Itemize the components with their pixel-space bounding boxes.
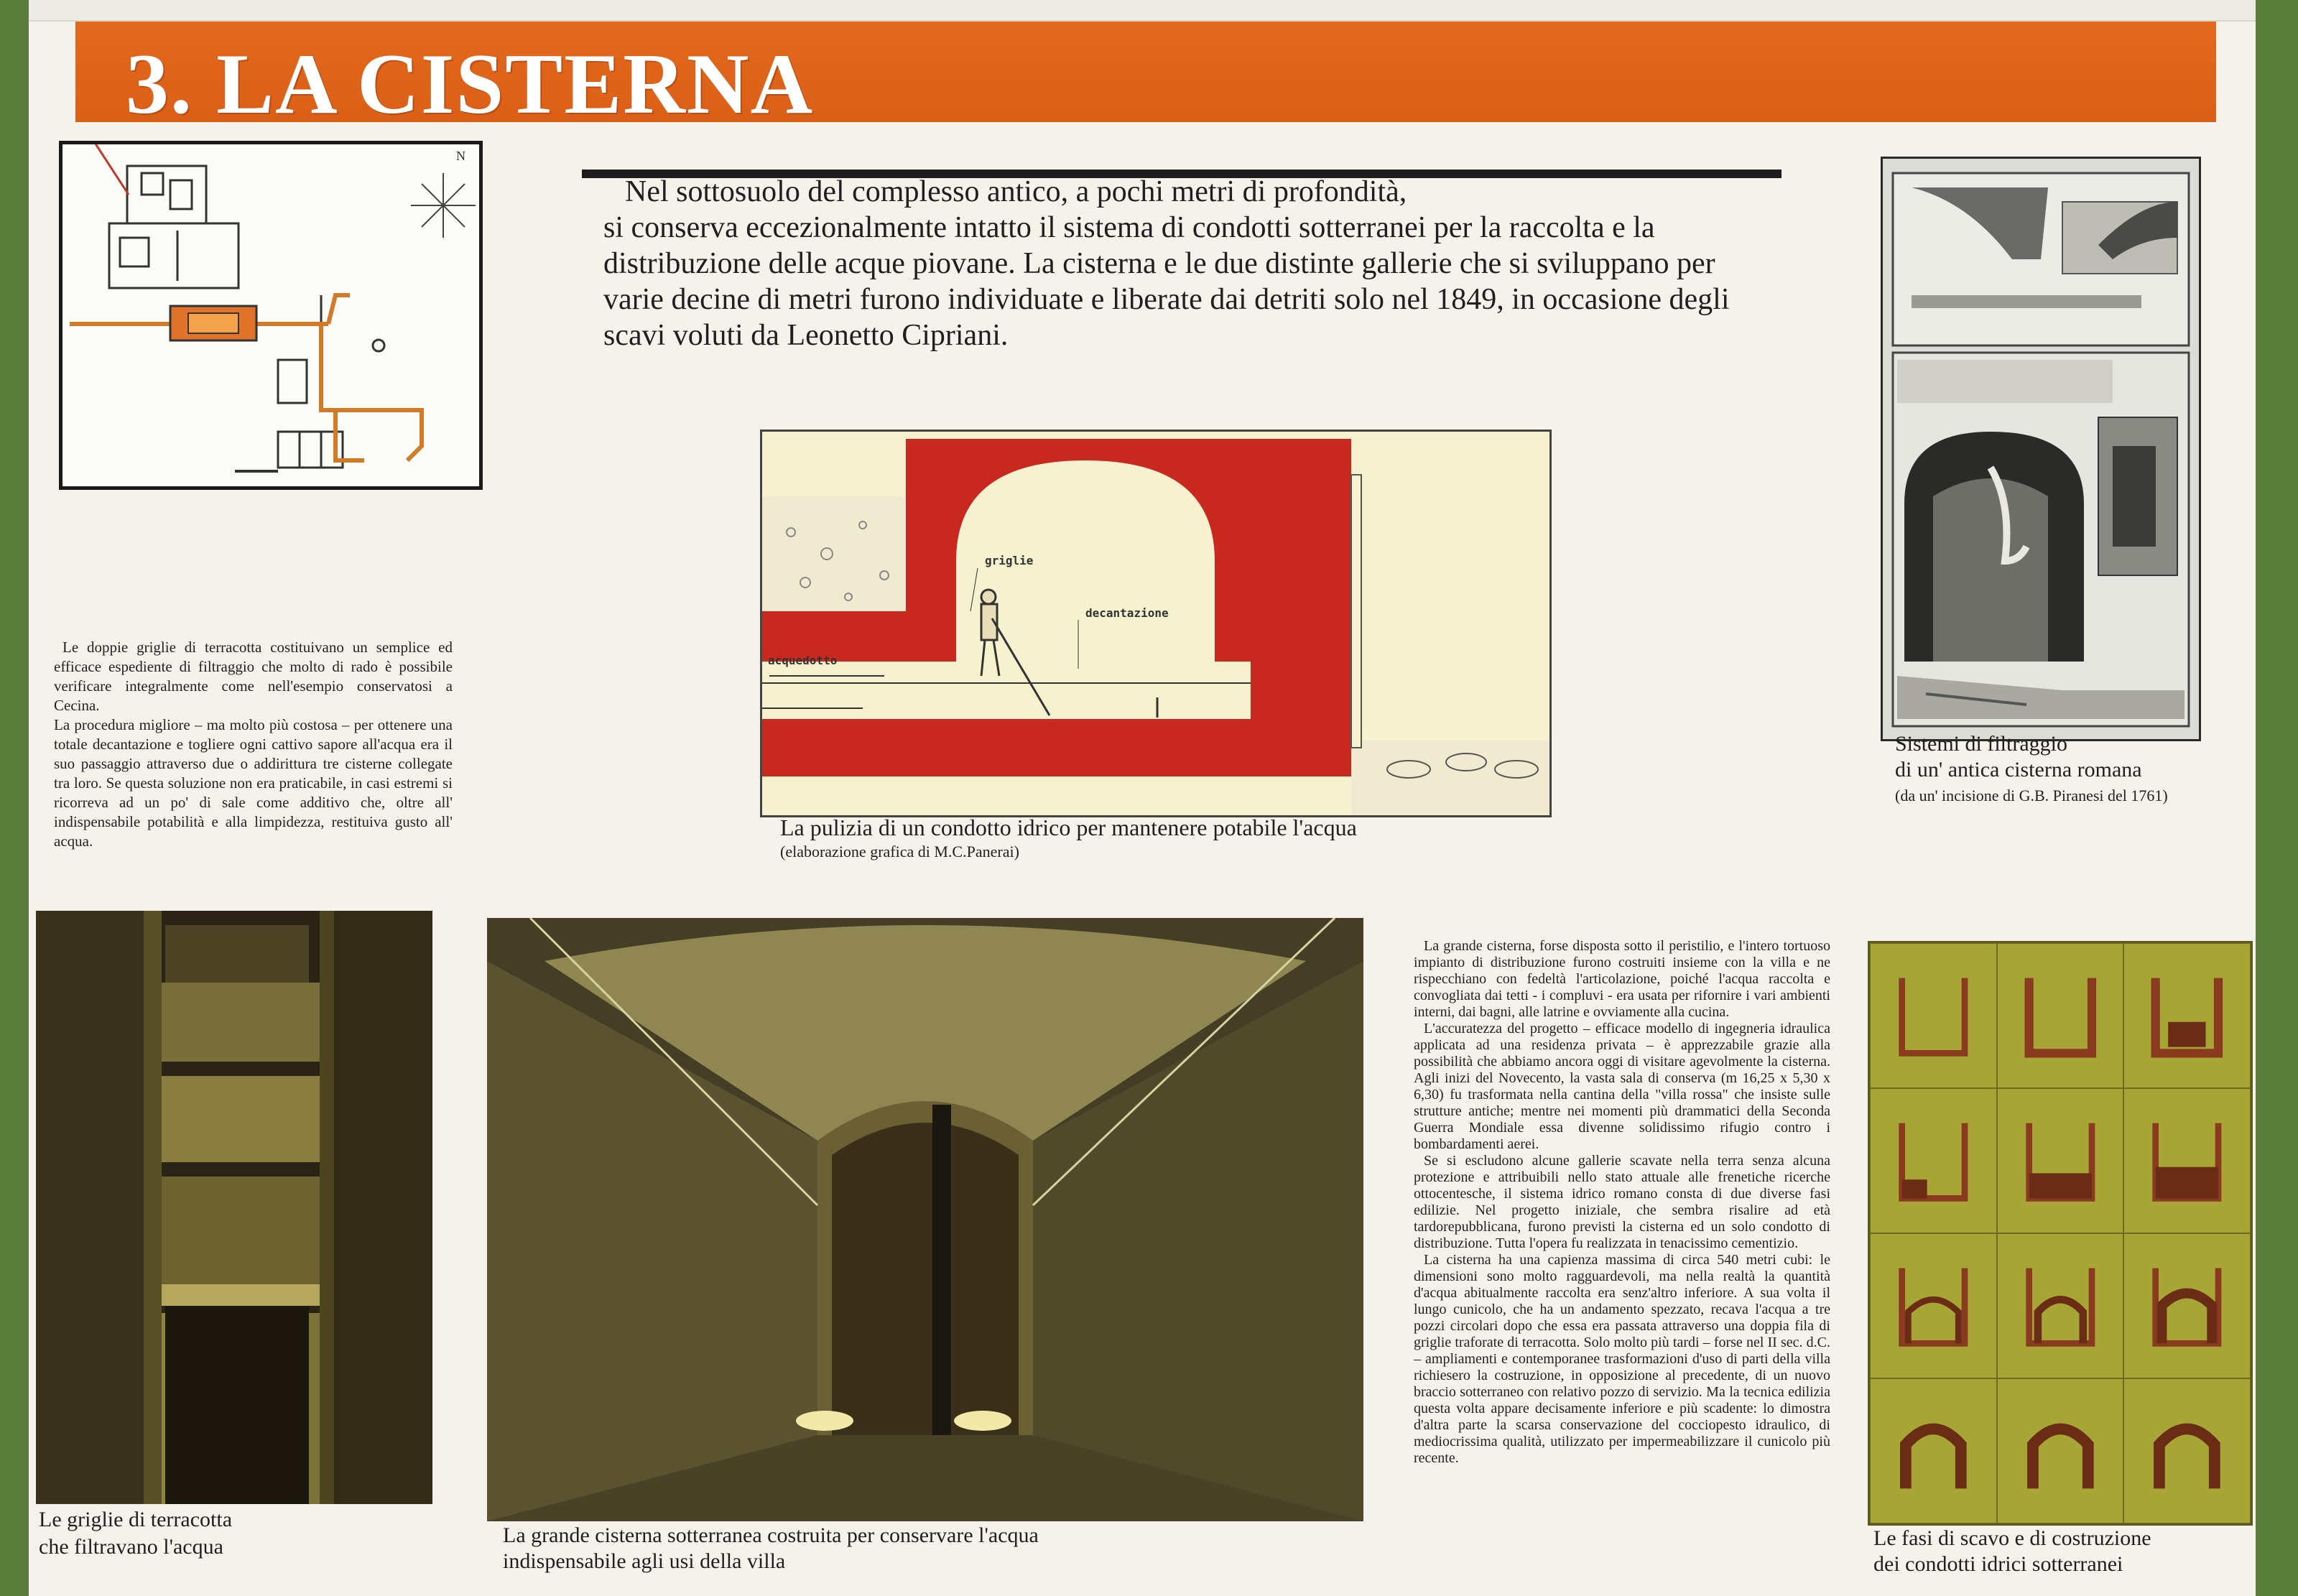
phase-cell [1870,1088,1997,1233]
piranesi-caption-2: di un' antica cisterna romana [1895,758,2142,781]
site-plan-drawing [62,144,479,486]
cistern-history-text [1414,938,1830,1467]
grille-photo-drawing [36,911,432,1504]
page-title: 3. LA CISTERNA [126,36,815,131]
phase-cell [1870,1378,1997,1523]
intro-line: si conserva eccezionalmente intatto il sistema di condotti sotterranei per la raccolta e la [603,211,1655,244]
history-paragraph: La cisterna ha una capienza massima di circa 540 metri cubi: le dimensioni sono molto ragguardevoli, ma nella realtà la quantità d'acqua abitualmente raccolta era senz'altro inferiore. A sua volta il lungo cunicolo, che ha un andamento spezzato, recava l'acqua a tre pozzi circolari dopo che essa era passata attraverso una doppia fila di griglie traforate di terracotta. Solo molto più tardi – forse nel II sec. d.C. – ampliamenti e contemporanee trasformazioni d'uso di parti della villa richiesero la costruzione, in opposizione al precedente, di un nuovo braccio sotterraneo con relativo pozzo di servizio. Ma la tecnica edilizia questa volta appare decisamente inferiore e più scadente: lo dimostra d'altra parte la scarsa conservazione del cocciopesto idraulico, di mediocrissima qualità, utilizzato per impermeabilizzare il cunicolo più recente. [1414,1252,1830,1466]
cistern-photo [487,918,1363,1521]
construction-phases-illustration [1868,941,2253,1526]
diagram-credit: (elaborazione grafica di M.C.Panerai) [780,843,1019,860]
phase-cell [1997,943,2124,1088]
label-decantazione: decantazione [1085,606,1169,620]
piranesi-engraving [1881,157,2201,741]
north-label: N [456,149,465,163]
history-paragraph: Se si escludono alcune gallerie scavate nella terra senza alcuna protezione e attribuibili nello stato attuale alle frenetiche ricerche ottocentesche, il sistema idrico romano consta di due diverse fasi edilizie. Nel progetto iniziale, che sembra risalire ad età tardorepubblicana, furono previsti la cisterna ed un solo condotto di distribuzione. Tutta l'opera fu realizzata in tenacissimo cementizio. [1414,1153,1830,1251]
side-paragraph: Le doppie griglie di terracotta costituivano un semplice ed efficace espediente di filtraggio che molto di rado è possibile verificare integralmente come nell'esempio conservatosi a Cecina. [54,639,453,714]
intro-line: varie decine di metri furono individuate e liberate dai detriti solo nel 1849, in occasione degli [603,283,1730,316]
title-bar [75,22,2216,131]
site-plan-map [59,141,483,490]
cistern-photo-drawing [487,918,1363,1521]
diagram-caption: La pulizia di un condotto idrico per mantenere potabile l'acqua [780,815,1357,840]
piranesi-caption-1: Sistemi di filtraggio [1895,732,2067,756]
cistern-cross-section-diagram [760,430,1552,817]
cross-section-drawing [762,432,1549,815]
grille-caption-1: Le griglie di terracotta [39,1508,233,1531]
intro-line: Nel sottosuolo del complesso antico, a pochi metri di profondità, [625,175,1407,208]
phase-cell [2123,943,2251,1088]
engraving-drawing [1883,159,2199,739]
phase-cell [1997,1233,2124,1378]
information-board [29,0,2256,1596]
phases-caption-1: Le fasi di scavo e di costruzione [1873,1526,2151,1550]
grille-caption-2: che filtravano l'acqua [39,1535,223,1559]
phase-cell [1997,1378,2124,1523]
phase-cell [1870,1233,1997,1378]
phases-caption-2: dei condotti idrici sotterranei [1873,1552,2123,1576]
filter-grilles-text [54,638,453,851]
phase-cell [2123,1088,2251,1233]
side-paragraph: La procedura migliore – ma molto più costosa – per ottenere una totale decantazione e togliere ogni cattivo sapore all'acqua era il suo passaggio attraverso due o addirittura tre cisterne collegate tra loro. Se questa soluzione non era praticabile, in casi estremi si ricorreva ad un po' di sale come additivo che, oltre all' indispensabile potabilità e alla limpidezza, restituiva gusto all' acqua. [54,716,453,850]
intro-line: distribuzione delle acque piovane. La cisterna e le due distinte gallerie che si sviluppano per [603,247,1715,280]
phase-cell [2123,1378,2251,1523]
cistern-caption-2: indispensabile agli usi della villa [503,1549,786,1573]
phase-cell [2123,1233,2251,1378]
cistern-caption-1: La grande cisterna sotterranea costruita per conservare l'acqua [503,1523,1039,1547]
phases-grid [1870,943,2251,1523]
phase-cell [1870,943,1997,1088]
history-paragraph: La grande cisterna, forse disposta sotto il peristilio, e l'intero tortuoso impianto di distribuzione furono costruiti insieme con la villa e ne rispecchiano con fedeltà l'articolazione, poiché l'acqua raccolta e convogliata dai tetti - i compluvi - era usata per rifornire i vari ambienti interni, dai bagni, alle latrine e ovviamente alla cucina. [1414,938,1830,1020]
intro-line: scavi voluti da Leonetto Cipriani. [603,319,1009,352]
grille-photo [36,911,432,1504]
board-top-frame [29,0,2256,22]
piranesi-credit: (da un' incisione di G.B. Piranesi del 1761) [1895,787,2168,804]
intro-text [603,174,1825,353]
label-acquedotto: acquedotto [768,654,838,667]
phase-cell [1997,1088,2124,1233]
label-griglie: griglie [985,554,1034,567]
history-paragraph: L'accuratezza del progetto – efficace modello di ingegneria idraulica applicata ad una residenza privata – è apprezzabile grazie alla possibilità che abbiamo ancora oggi di visitare agevolmente la cisterna. Agli inizi del Novecento, la vasta sala di conserva (m 16,25 x 5,30 x 6,30) fu trasformata nella cantina della "villa rossa" che insiste sulle strutture antiche; mentre nei momenti più drammatici della Seconda Guerra Mondiale essa divenne solidissimo rifugio contro i bombardamenti aerei. [1414,1021,1830,1152]
